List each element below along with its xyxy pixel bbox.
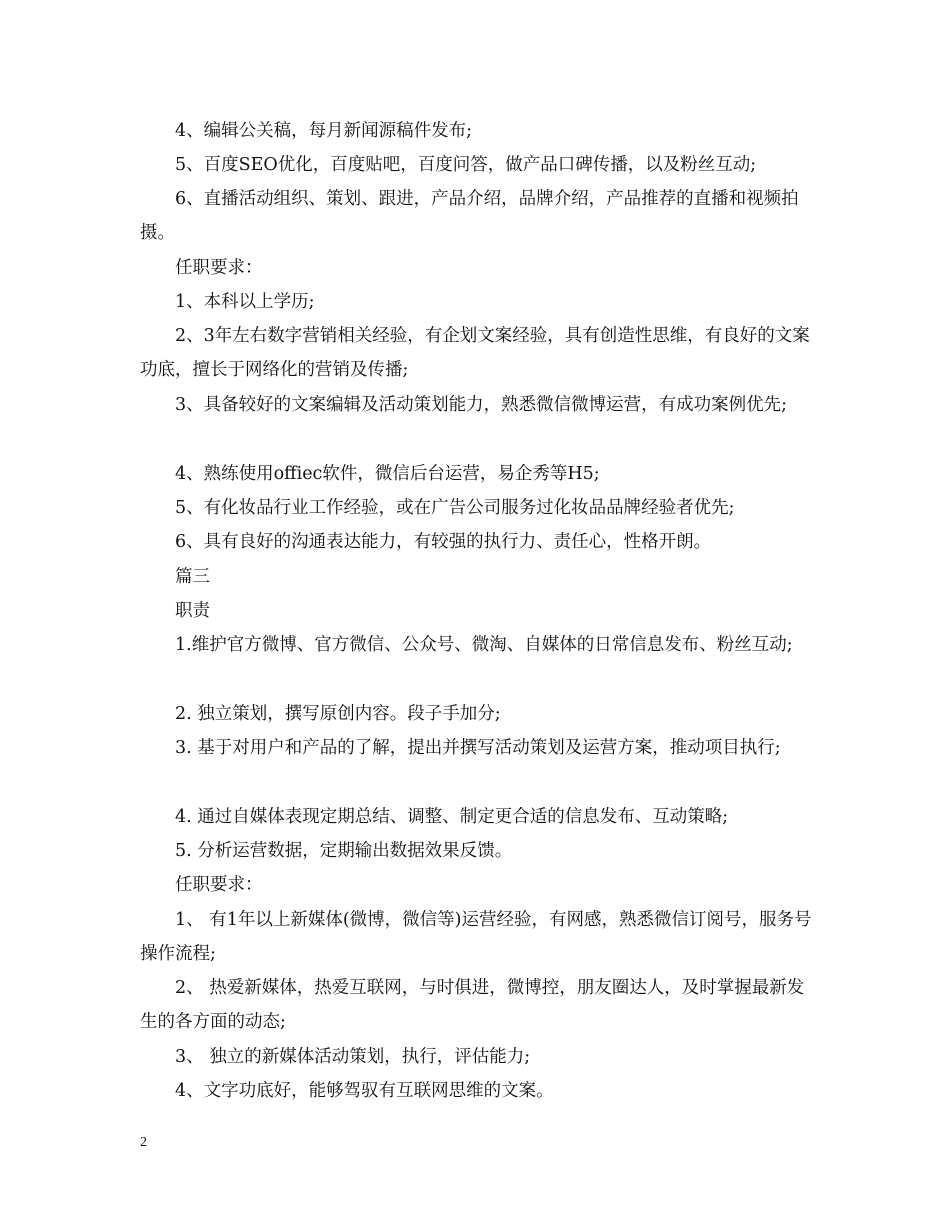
section-title: 篇三 [175,567,210,587]
paragraph: 6、具有良好的沟通表达能力，有较强的执行力、责任心，性格开朗。 [175,532,712,552]
paragraph: 4. 通过自媒体表现定期总结、调整、制定更合适的信息发布、互动策略; [175,807,729,827]
paragraph: 2. 独立策划，撰写原创内容。段子手加分; [175,704,501,724]
paragraph-heading: 任职要求： [175,258,263,278]
paragraph: 1、 有1年以上新媒体(微博，微信等)运营经验，有网感，熟悉微信订阅号，服务号操作流程; [140,910,812,965]
paragraph: 1.维护官方微博、官方微信、公众号、微淘、自媒体的日常信息发布、粉丝互动; [175,635,793,655]
paragraph: 4、编辑公关稿，每月新闻源稿件发布; [175,121,473,141]
paragraph: 4、熟练使用offiec软件，微信后台运营，易企秀等H5; [175,464,600,484]
paragraph: 3. 基于对用户和产品的了解，提出并撰写活动策划及运营方案，推动项目执行; [175,738,781,758]
paragraph: 3、具备较好的文案编辑及活动策划能力，熟悉微信微博运营，有成功案例优先; [175,395,788,415]
paragraph: 5、百度SEO优化，百度贴吧，百度问答，做产品口碑传播，以及粉丝互动; [175,155,757,175]
page-number: 2 [140,1135,147,1150]
paragraph: 2、 热爱新媒体，热爱互联网，与时俱进，微博控，朋友圈达人，及时掌握最新发生的各方面的动态; [140,978,805,1033]
paragraph: 3、 独立的新媒体活动策划，执行，评估能力; [175,1047,531,1067]
paragraph-heading: 任职要求： [175,875,263,895]
paragraph: 6、直播活动组织、策划、跟进，产品介绍，品牌介绍，产品推荐的直播和视频拍摄。 [140,189,799,244]
paragraph: 5. 分析运营数据，定期输出数据效果反馈。 [175,841,513,861]
paragraph: 5、有化妆品行业工作经验，或在广告公司服务过化妆品品牌经验者优先; [175,498,735,518]
paragraph: 4、文字功底好，能够驾驭有互联网思维的文案。 [175,1081,554,1101]
paragraph: 1、本科以上学历; [175,292,315,312]
paragraph: 2、3年左右数字营销相关经验，有企划文案经验，具有创造性思维，有良好的文案功底，擅长于网络化的营销及传播; [140,326,810,381]
section-subtitle: 职责 [175,601,210,621]
